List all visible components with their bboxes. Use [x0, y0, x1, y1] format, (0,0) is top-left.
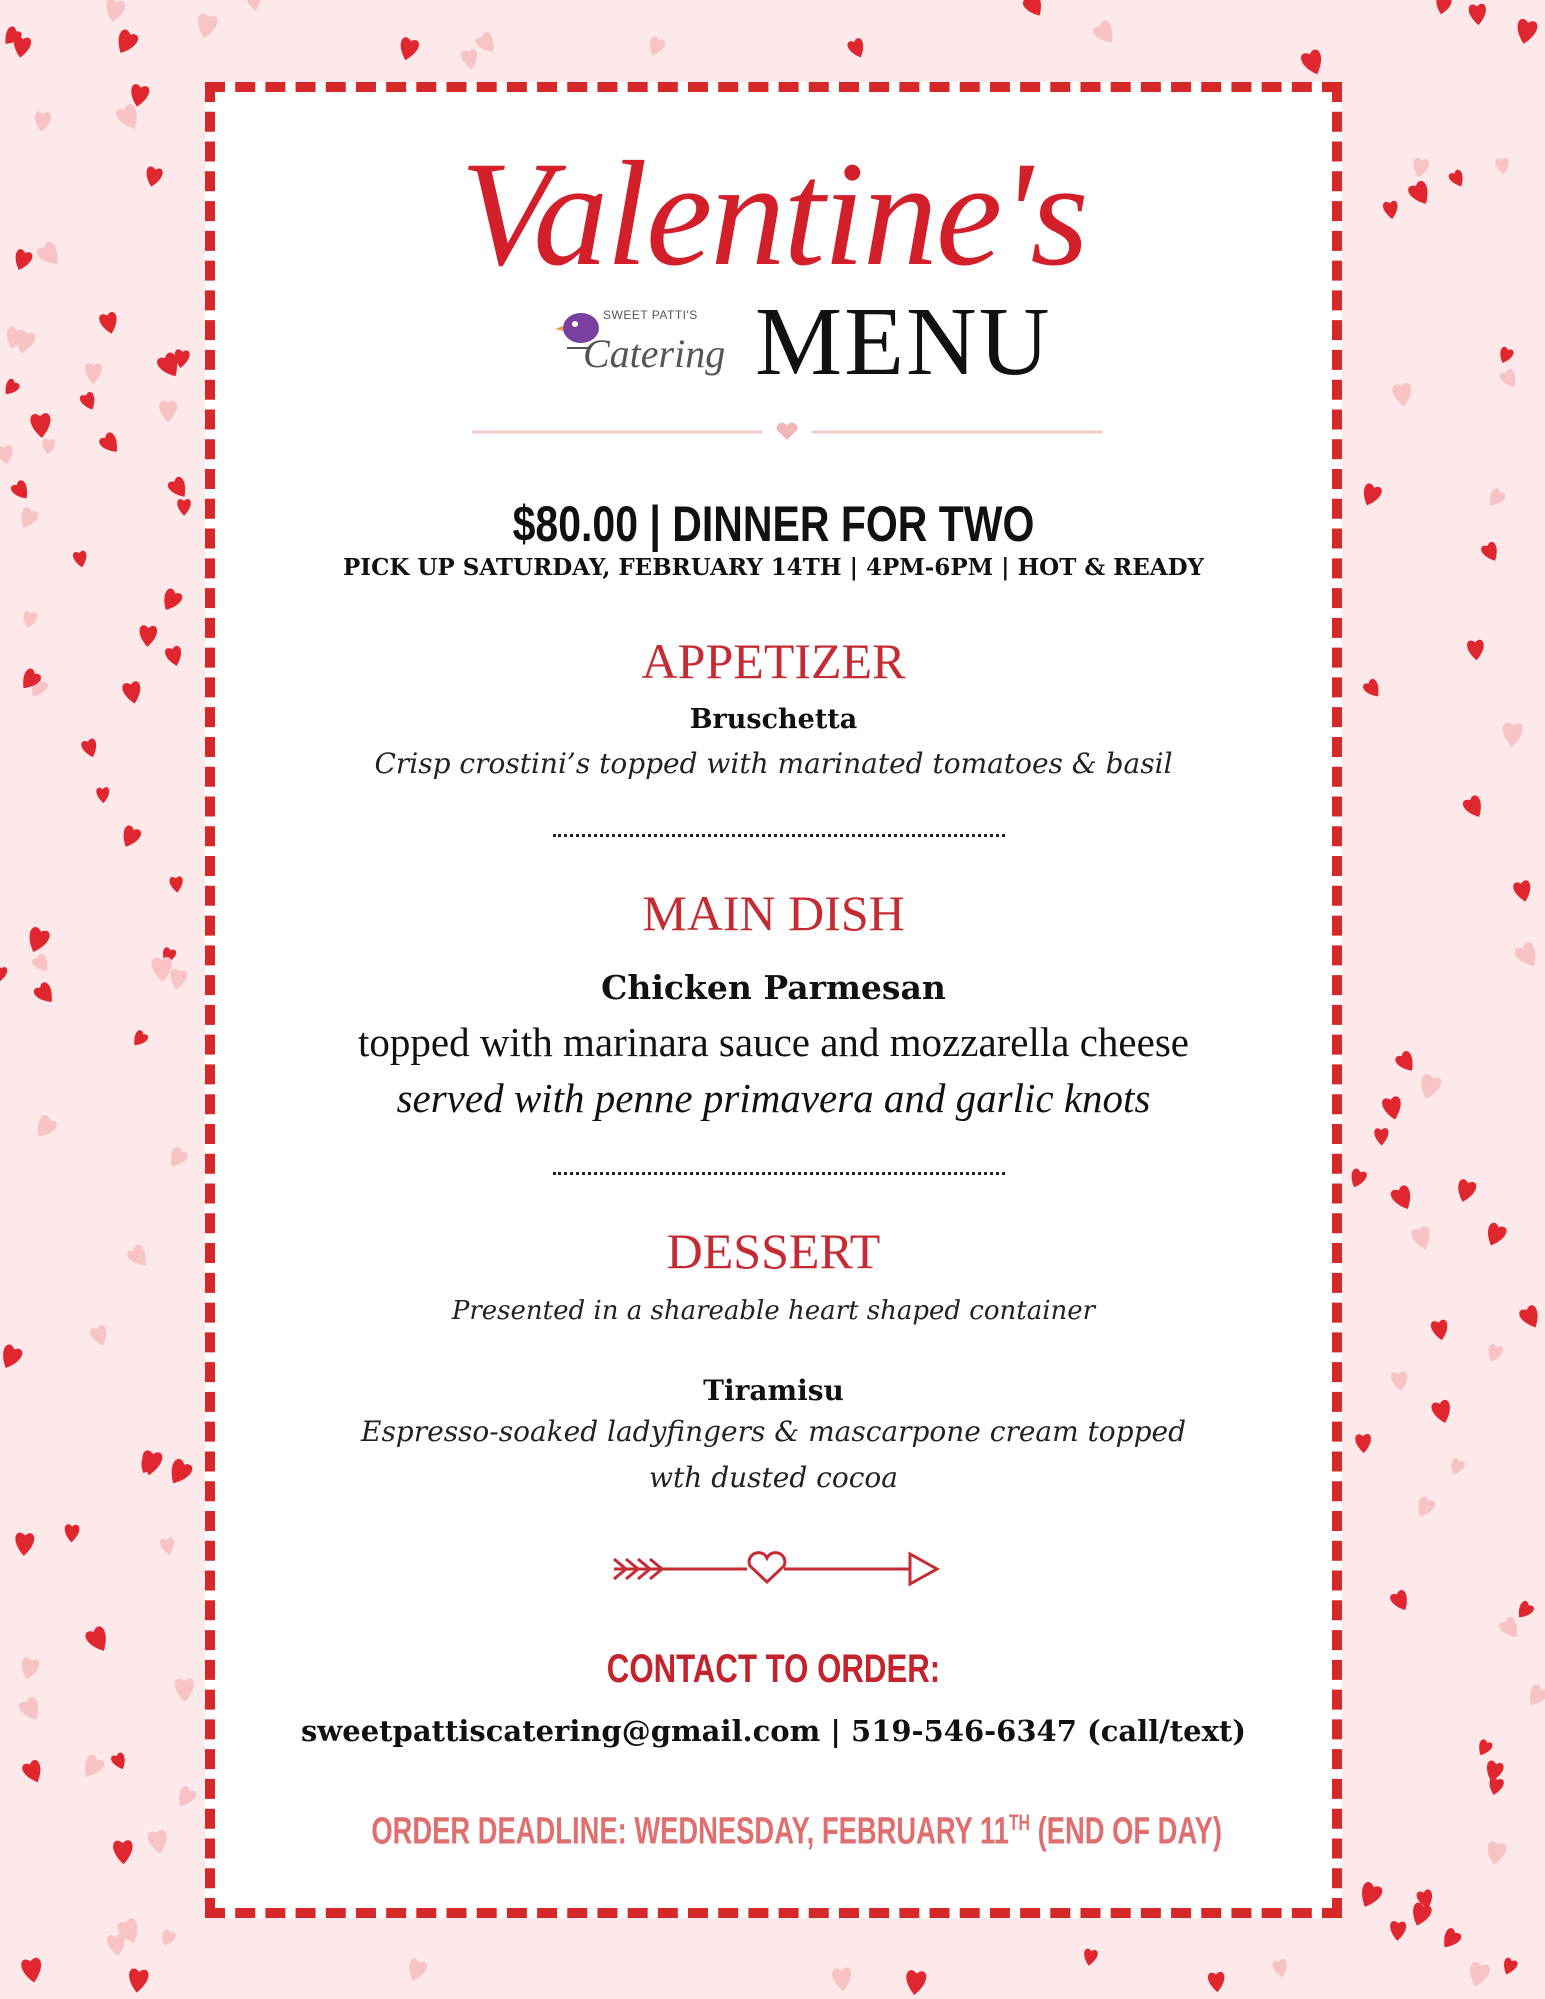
heart-icon	[1485, 1841, 1507, 1867]
heart-icon	[80, 738, 100, 760]
heart-icon	[121, 680, 143, 705]
heart-icon	[30, 413, 52, 439]
heart-icon	[98, 311, 120, 336]
heart-icon	[1487, 1776, 1505, 1796]
heart-icon	[12, 36, 32, 59]
title-menu: MENU	[755, 288, 1052, 396]
heart-icon	[1091, 19, 1119, 48]
heart-icon	[1495, 157, 1510, 175]
heart-icon	[1518, 1304, 1544, 1332]
heart-icon	[159, 400, 177, 422]
heart-icon	[20, 1957, 43, 1984]
heart-icon	[14, 1532, 34, 1556]
heart-icon	[1512, 879, 1533, 903]
heart-icon	[0, 1343, 24, 1372]
item-name-chicken-parmesan: Chicken Parmesan	[601, 968, 946, 1007]
item-name-tiramisu: Tiramisu	[703, 1374, 844, 1407]
heart-icon	[1447, 1457, 1466, 1477]
heart-icon	[118, 824, 143, 850]
heart-icon	[1480, 541, 1502, 565]
heart-icon	[1300, 48, 1327, 78]
heart-icon	[1390, 1371, 1409, 1393]
heart-icon	[177, 499, 191, 516]
main-desc-line1: topped with marinara sauce and mozzarella cheese	[358, 1019, 1189, 1065]
item-name-bruschetta: Bruschetta	[689, 704, 858, 735]
heart-icon	[1434, 0, 1453, 16]
heart-icon	[1381, 1095, 1404, 1121]
heart-icon	[1413, 1495, 1437, 1520]
heart-icon	[1389, 1589, 1413, 1614]
heart-icon	[1475, 1738, 1494, 1758]
item-desc-bruschetta: Crisp crostini’s topped with marinated tomatoes & basil	[374, 747, 1173, 780]
heart-icon	[85, 363, 102, 384]
heart-icon	[1359, 482, 1383, 509]
heart-icon	[247, 0, 263, 11]
heart-icon	[1514, 1600, 1536, 1622]
heart-icon	[31, 953, 53, 976]
menu-card	[205, 82, 1342, 1918]
heart-icon	[832, 1967, 853, 1992]
heart-icon	[1410, 1225, 1434, 1252]
logo	[555, 302, 745, 392]
heart-icon	[175, 1678, 195, 1702]
heart-icon	[168, 968, 188, 991]
heart-icon	[405, 1958, 429, 1984]
heart-icon	[777, 423, 798, 440]
heart-icon	[1355, 1434, 1372, 1454]
heart-icon	[110, 1751, 129, 1772]
heart-icon	[151, 957, 172, 983]
heart-icon	[125, 1243, 152, 1270]
heart-icon	[1394, 1050, 1419, 1076]
heart-icon	[112, 28, 140, 57]
heart-icon	[0, 445, 14, 466]
heart-icon	[114, 102, 143, 133]
heart-icon	[474, 30, 500, 56]
heart-icon	[78, 1753, 106, 1782]
section-title-main: MAIN DISH	[642, 885, 905, 941]
heart-icon	[1514, 18, 1539, 46]
heart-icon	[1461, 794, 1487, 821]
heart-icon	[460, 48, 479, 70]
heart-icon	[158, 587, 184, 614]
logo-top-text: SWEET PATTI'S	[603, 308, 698, 322]
heart-icon	[1406, 179, 1434, 208]
heart-icon	[16, 506, 40, 531]
deadline-suffix: TH	[1008, 1810, 1030, 1835]
heart-icon	[21, 1759, 46, 1786]
heart-icon	[103, 0, 126, 24]
heart-icon	[646, 35, 667, 58]
heart-icon	[79, 391, 99, 413]
heart-icon	[24, 926, 51, 956]
heart-icon	[169, 876, 184, 893]
heart-icon	[158, 1928, 177, 1948]
heart-icon	[1, 377, 21, 398]
heart-icon	[1513, 941, 1542, 972]
heart-icon	[129, 1029, 149, 1049]
heart-icon	[1392, 383, 1413, 408]
heart-icon	[64, 1524, 80, 1543]
heart-icon	[1447, 169, 1467, 190]
section-title-dessert: DESSERT	[666, 1223, 881, 1279]
heart-icon	[31, 1113, 59, 1141]
title-valentines: Valentine's	[460, 131, 1087, 297]
heart-icon	[1416, 1073, 1443, 1102]
heart-icon	[147, 1829, 170, 1855]
heart-icon	[34, 111, 52, 132]
heart-icon	[1374, 1128, 1389, 1146]
heart-icon	[72, 550, 88, 569]
heart-icon	[1430, 1399, 1454, 1425]
heart-icon	[1356, 1881, 1384, 1911]
heart-icon	[1389, 1184, 1416, 1213]
tiramisu-desc-line2: wth dusted cocoa	[649, 1461, 898, 1494]
heart-icon	[97, 431, 123, 457]
pickup-line: PICK UP SATURDAY, FEBRUARY 14TH | 4PM-6PM | HOT & READY	[343, 554, 1204, 581]
heart-icon	[165, 1457, 195, 1488]
heart-icon	[1272, 1958, 1290, 1978]
arrow-heart-icon	[612, 1544, 942, 1594]
logo-script-text: Catering	[583, 331, 726, 376]
deadline-prefix: ORDER DEADLINE: WEDNESDAY, FEBRUARY 11	[371, 1810, 1009, 1853]
heart-divider	[472, 422, 1102, 442]
heart-icon	[1411, 157, 1430, 179]
heart-icon	[127, 1968, 149, 1994]
heart-icon	[32, 981, 58, 1008]
heart-icon	[1389, 1921, 1406, 1941]
dotted-divider	[553, 834, 1005, 837]
heart-icon	[1468, 3, 1487, 25]
heart-icon	[113, 1840, 133, 1865]
heart-icon	[1430, 1319, 1450, 1342]
price-line: $80.00 | DINNER FOR TWO	[512, 496, 1035, 552]
heart-icon	[18, 1656, 40, 1681]
heart-icon	[11, 248, 34, 273]
heart-icon	[1021, 0, 1047, 20]
order-deadline	[371, 1810, 1223, 1854]
heart-icon	[1438, 1927, 1463, 1953]
heart-icon	[173, 1785, 198, 1811]
contact-line[interactable]: sweetpattiscatering@gmail.com | 519-546-6347 (call/text)	[300, 1714, 1247, 1748]
heart-icon	[1382, 200, 1399, 220]
heart-icon	[143, 166, 163, 189]
heart-icon	[1362, 677, 1384, 700]
main-desc-line2: served with penne primavera and garlic knots	[396, 1075, 1151, 1121]
heart-icon	[1208, 1972, 1226, 1993]
heart-icon	[139, 625, 158, 647]
contact-title: CONTACT TO ORDER:	[606, 1647, 941, 1691]
heart-icon	[1499, 368, 1521, 391]
heart-icon	[164, 645, 184, 668]
heart-icon	[1082, 1948, 1099, 1967]
heart-icon	[1454, 1178, 1477, 1204]
heart-icon	[22, 611, 38, 630]
heart-icon	[194, 13, 218, 40]
dessert-note: Presented in a shareable heart shaped container	[451, 1296, 1096, 1326]
heart-icon	[17, 1696, 44, 1725]
heart-icon	[1485, 1343, 1504, 1364]
heart-icon	[1484, 487, 1507, 510]
dotted-divider	[553, 1172, 1005, 1175]
heart-icon	[0, 965, 8, 983]
heart-icon	[35, 240, 65, 270]
heart-icon	[96, 787, 110, 804]
heart-icon	[89, 1324, 111, 1348]
tiramisu-desc-line1: Espresso-soaked ladyfingers & mascarpone cream topped	[361, 1415, 1186, 1448]
heart-icon	[9, 479, 32, 503]
heart-icon	[1467, 639, 1485, 661]
heart-icon	[1482, 1221, 1508, 1249]
heart-icon	[1524, 1683, 1545, 1710]
heart-icon	[1502, 722, 1523, 747]
heart-icon	[1500, 1957, 1519, 1977]
heart-icon	[165, 1146, 189, 1171]
heart-icon	[1496, 346, 1514, 366]
heart-icon	[84, 1625, 113, 1656]
heart-icon	[904, 1970, 927, 1996]
heart-icon	[166, 475, 191, 501]
heart-icon	[1466, 1961, 1491, 1989]
heart-icon	[397, 36, 421, 62]
heart-icon	[846, 37, 868, 61]
heart-icon	[1498, 1615, 1524, 1642]
heart-icon	[1347, 1167, 1368, 1190]
heart-icon	[160, 1537, 177, 1556]
heart-icon	[41, 438, 56, 455]
section-title-appetizer: APPETIZER	[641, 633, 906, 689]
deadline-tail: (END OF DAY)	[1030, 1810, 1223, 1853]
